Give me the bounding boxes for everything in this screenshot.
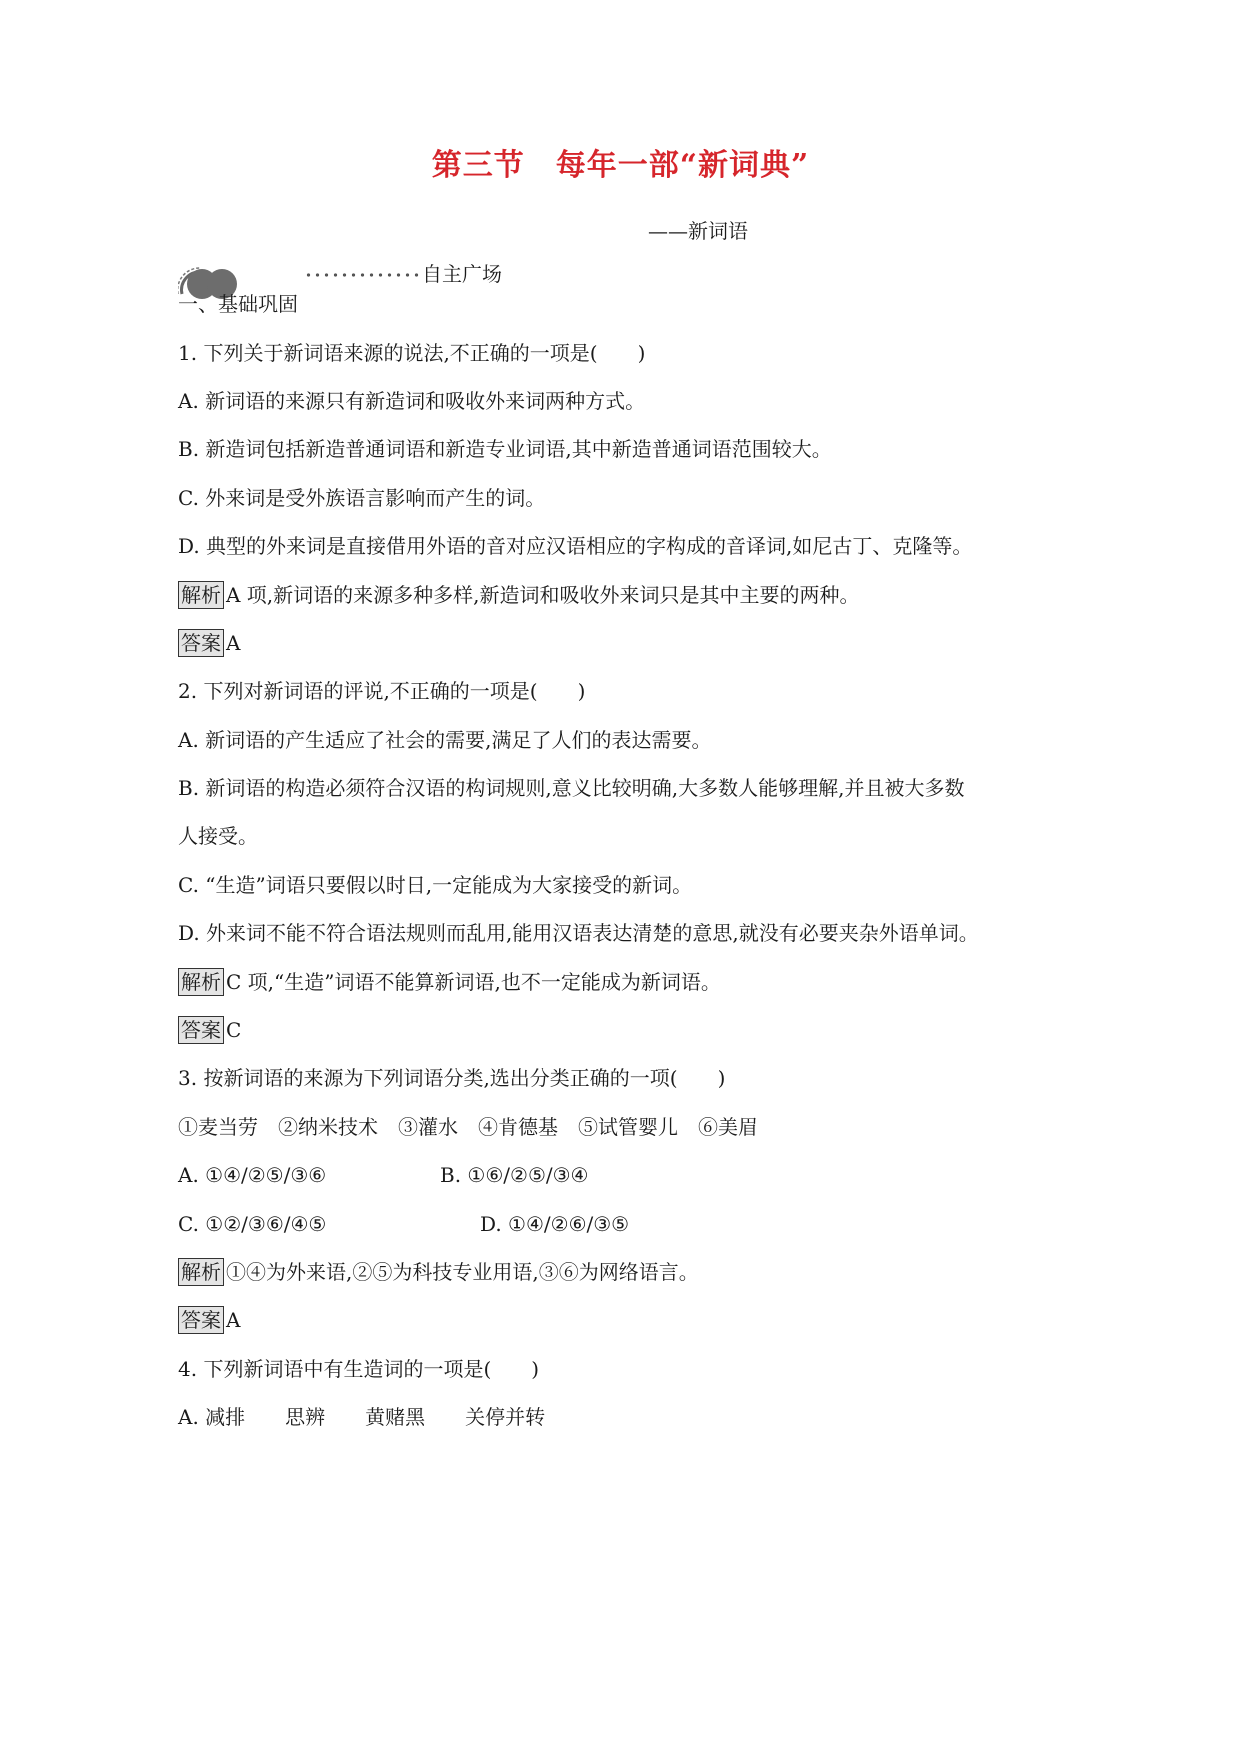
- q1-answer-text: A: [226, 631, 241, 655]
- answer-tag: 答案: [178, 1306, 224, 1334]
- section-label: 自主广场: [422, 262, 502, 286]
- q1-option-b: B. 新造词包括新造普通词语和新造专业词语,其中新造普通词语范围较大。: [178, 437, 832, 461]
- q3-analysis: [178, 1258, 699, 1286]
- q2-option-b: B. 新词语的构造必须符合汉语的构词规则,意义比较明确,大多数人能够理解,并且被大多数: [178, 776, 965, 800]
- q2-analysis: [178, 968, 721, 996]
- q3-option-b: B. ①⑥/②⑤/③④: [440, 1163, 589, 1187]
- q2-stem: 2. 下列对新词语的评说,不正确的一项是( ): [178, 679, 586, 703]
- q2-option-a: A. 新词语的产生适应了社会的需要,满足了人们的表达需要。: [178, 728, 712, 752]
- q1-option-d: D. 典型的外来词是直接借用外语的音对应汉语相应的字构成的音译词,如尼古丁、克隆等。: [178, 534, 973, 558]
- analysis-tag: 解析: [178, 581, 224, 609]
- q2-option-b-cont: 人接受。: [178, 824, 258, 848]
- q3-option-d: D. ①④/②⑥/③⑤: [480, 1212, 630, 1236]
- banner-dotted-rule: [304, 272, 422, 278]
- q1-analysis: [178, 581, 860, 609]
- q3-option-a: A. ①④/②⑤/③⑥: [178, 1163, 327, 1187]
- q2-option-d: D. 外来词不能不符合语法规则而乱用,能用汉语表达清楚的意思,就没有必要夹杂外语单词。: [178, 921, 979, 945]
- q1-analysis-text: A 项,新词语的来源多种多样,新造词和吸收外来词只是其中主要的两种。: [226, 583, 860, 607]
- q1-stem: 1. 下列关于新词语来源的说法,不正确的一项是( ): [178, 341, 646, 365]
- q4-option-a: A. 减排 思辨 黄赌黑 关停并转: [178, 1405, 546, 1429]
- q3-answer: [178, 1306, 240, 1334]
- page-title: 第三节 每年一部“新词典”: [431, 148, 810, 183]
- answer-tag: 答案: [178, 1016, 224, 1044]
- q3-analysis-text: ①④为外来语,②⑤为科技专业用语,③⑥为网络语言。: [226, 1260, 699, 1284]
- q3-answer-text: A: [226, 1308, 241, 1332]
- q2-analysis-text: C 项,“生造”词语不能算新词语,也不一定能成为新词语。: [226, 970, 721, 994]
- analysis-tag: 解析: [178, 968, 224, 996]
- q3-stem: 3. 按新词语的来源为下列词语分类,选出分类正确的一项( ): [178, 1066, 726, 1090]
- page-subtitle: ——新词语: [648, 219, 748, 243]
- part-heading: 一、基础巩固: [178, 292, 298, 316]
- q2-answer-text: C: [226, 1018, 242, 1042]
- answer-tag: 答案: [178, 629, 224, 657]
- q1-option-c: C. 外来词是受外族语言影响而产生的词。: [178, 486, 546, 510]
- q2-option-c: C. “生造”词语只要假以时日,一定能成为大家接受的新词。: [178, 873, 693, 897]
- q3-items: ①麦当劳 ②纳米技术 ③灌水 ④肯德基 ⑤试管婴儿 ⑥美眉: [178, 1115, 758, 1139]
- q1-answer: [178, 629, 240, 657]
- q3-option-c: C. ①②/③⑥/④⑤: [178, 1212, 327, 1236]
- q2-answer: [178, 1016, 241, 1044]
- q1-option-a: A. 新词语的来源只有新造词和吸收外来词两种方式。: [178, 389, 646, 413]
- analysis-tag: 解析: [178, 1258, 224, 1286]
- q4-stem: 4. 下列新词语中有生造词的一项是( ): [178, 1357, 540, 1381]
